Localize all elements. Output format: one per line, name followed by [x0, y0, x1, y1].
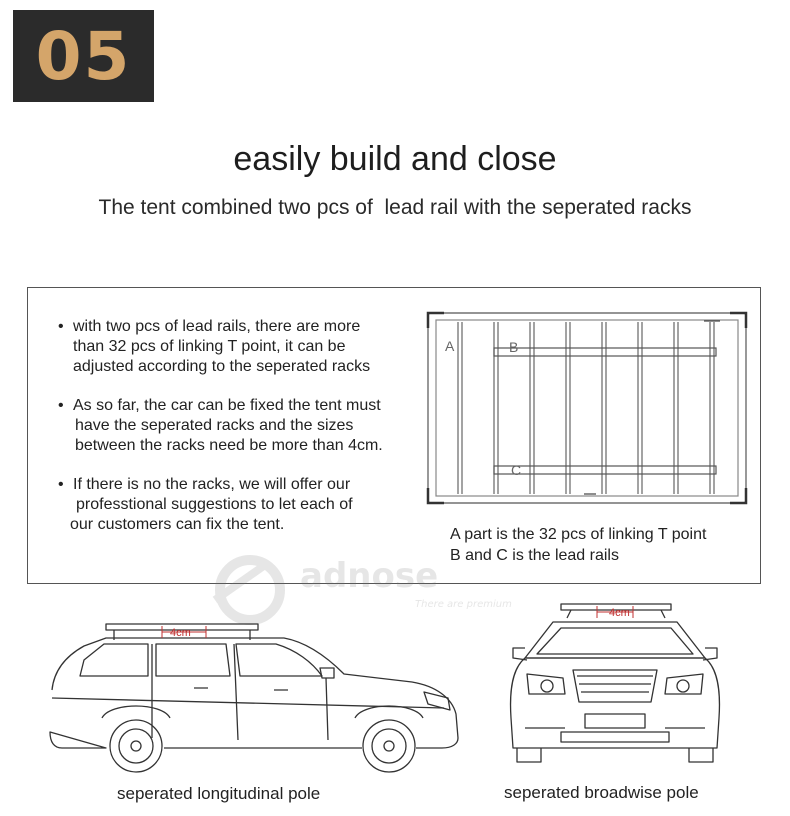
caption-line: B and C is the lead rails [450, 547, 619, 564]
side-spacing-annotation: 4cm [170, 627, 191, 639]
feature-line: adjusted according to the seperated racks [73, 358, 371, 375]
bullet-icon: • [58, 397, 64, 414]
section-number-badge [13, 10, 154, 102]
front-view-caption: seperated broadwise pole [504, 783, 699, 802]
feature-item [45, 396, 415, 456]
feature-line: professtional suggestions to let each of [76, 496, 353, 513]
section-number: 05 [35, 17, 132, 95]
feature-line: with two pcs of lead rails, there are more [73, 318, 361, 335]
watermark-brand: adnose [300, 556, 439, 596]
roof-rack-diagram [424, 308, 750, 513]
feature-line: If there is no the racks, we will offer our [73, 476, 351, 493]
rack-label-c: C [511, 462, 522, 478]
front-spacing-annotation: 4cm [609, 607, 630, 619]
feature-item [45, 317, 415, 377]
caption-line: A part is the 32 pcs of linking T point [450, 526, 707, 543]
rack-label-a: A [445, 338, 455, 354]
feature-line: have the seperated racks and the sizes [75, 417, 354, 434]
feature-line: our customers can fix the tent. [70, 516, 285, 533]
page-title: easily build and close [233, 140, 557, 178]
rack-label-b: B [509, 339, 519, 355]
feature-list [45, 317, 415, 554]
bullet-icon: • [58, 476, 64, 493]
feature-item [45, 475, 415, 535]
bullet-icon: • [58, 318, 64, 335]
watermark-tagline: There are premium [415, 599, 512, 610]
side-view-caption: seperated longitudinal pole [117, 784, 321, 803]
feature-line: As so far, the car can be fixed the tent must [73, 397, 381, 414]
page-subtitle: The tent combined two pcs of lead rail with the seperated racks [98, 196, 692, 219]
feature-line: between the racks need be more than 4cm. [75, 437, 383, 454]
car-side-view-illustration [44, 598, 464, 773]
car-front-view-illustration [505, 598, 725, 768]
feature-line: than 32 pcs of linking T point, it can be [73, 338, 346, 355]
